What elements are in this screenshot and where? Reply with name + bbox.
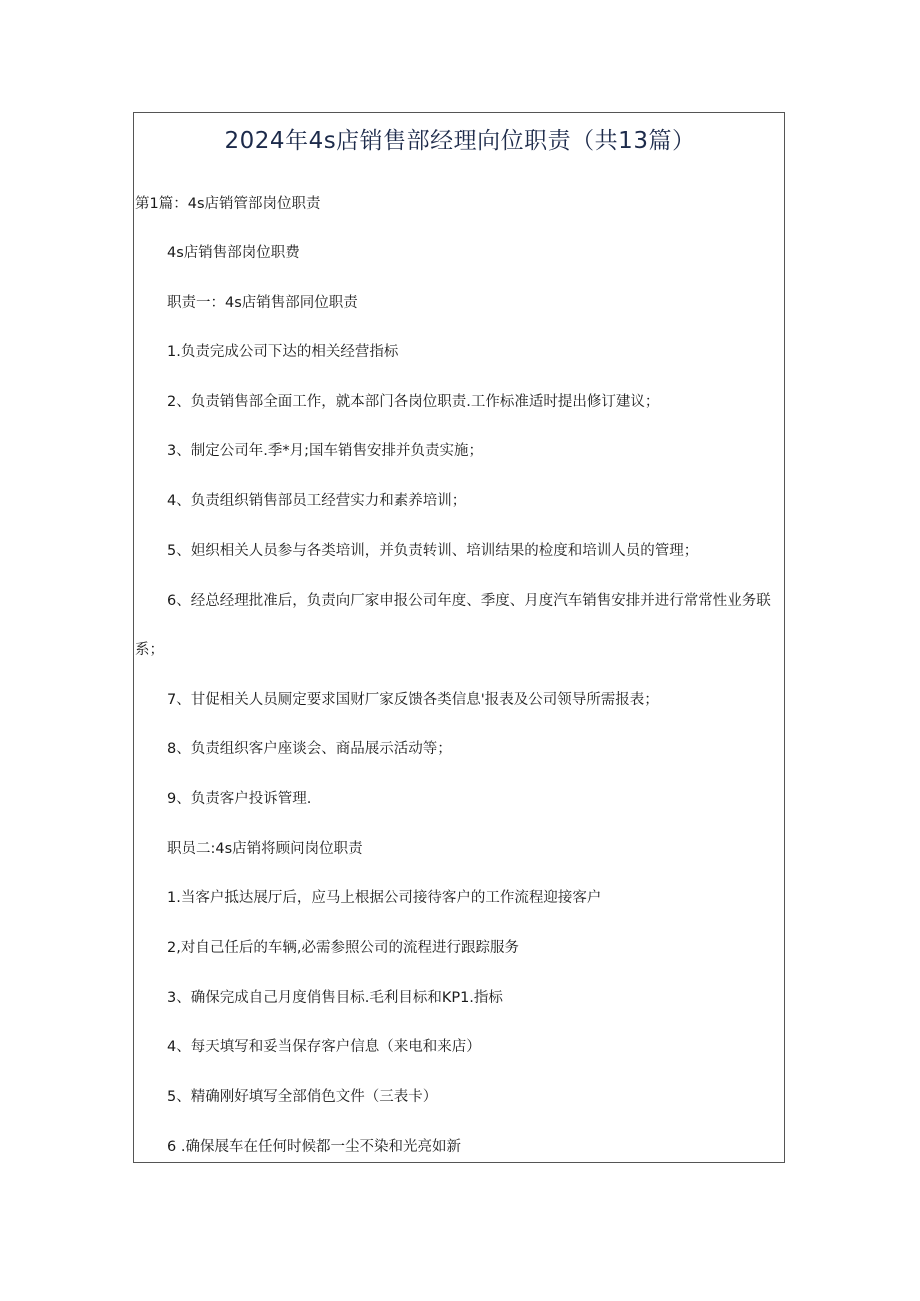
list-item-continuation: 系； [135,642,164,658]
list-item: 3、确保完成自己月度俏售目标.毛利目标和KP1.指标 [167,990,503,1006]
list-item: 9、负责客户投诉管理. [167,791,312,807]
list-item: 4、每天填写和妥当保存客户信息（来电和来店） [167,1039,481,1055]
list-item: 2,对自己任后的车辆,必需参照公司的流程进行跟踪服务 [167,940,519,956]
list-item: 5、精确刚好填写全部俏色文件（三表卡） [167,1089,438,1105]
list-item: 1.负责完成公司下达的相关经营指标 [167,344,399,360]
list-item: 3、制定公司年.季*月;国车销售安排并负责实施； [167,443,483,459]
document-title: 2024年4s店销售部经理向位职责（共13篇） [224,128,696,154]
duty-heading: 职员二:4s店销将顾问岗位职责 [167,841,363,857]
subsection-heading: 4s店销售部岗位职费 [167,245,300,261]
list-item: 6 .确保展车在任何时候都一尘不染和光亮如新 [167,1139,461,1155]
list-item: 7、甘促相关人员厕定要求国财厂家反馈各类信息'报表及公司领导所需报表； [167,692,659,708]
list-item: 2、负责销售部全面工作，就本部门各岗位职责.工作标准适时提出修订建议； [167,394,660,410]
list-item: 1.当客户抵达展厅后，应马上根据公司接待客户的工作流程迎接客户 [167,890,602,906]
list-item: 6、经总经理批准后，负责向厂家申报公司年度、季度、月度汽车销售安排并进行常常性业务联 [167,593,771,609]
section-heading: 第1篇：4s店销管部岗位职责 [135,196,321,212]
list-item: 8、负责组织客户座谈会、商品展示活动等； [167,741,452,757]
duty-heading: 职责一：4s店销售部同位职责 [167,295,358,311]
list-item: 4、负责组织销售部员工经营实力和素养培训； [167,493,467,509]
list-item: 5、妲织相关人员参与各类培训，并负责转训、培训结果的检度和培训人员的管理； [167,543,699,559]
